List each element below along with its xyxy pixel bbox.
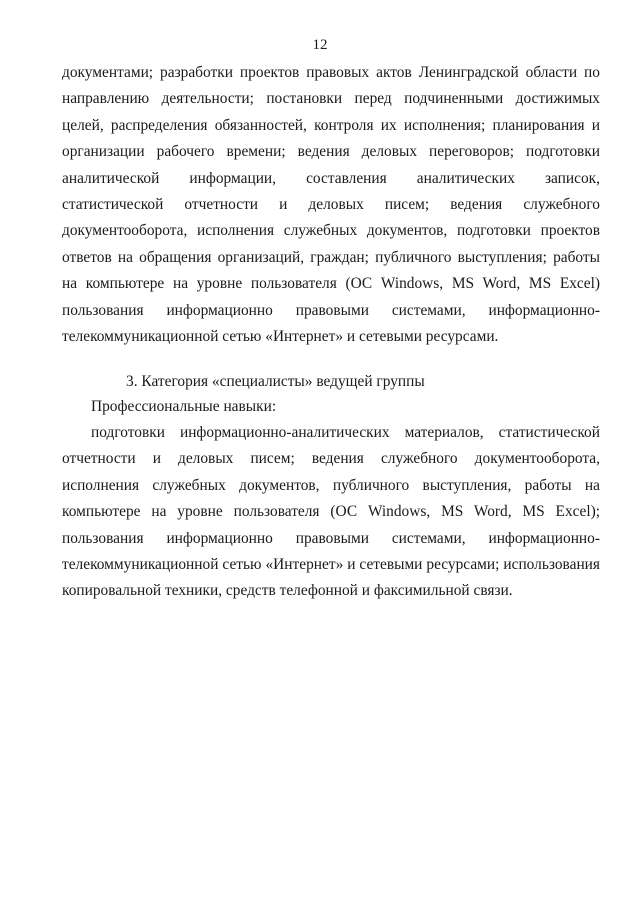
- professional-skills-subheading: Профессиональные навыки:: [91, 398, 277, 415]
- page-number: 12: [312, 37, 328, 53]
- paragraph-specialists-skills: подготовки информационно-аналитических материалов, статистической отчетности и деловых писем; ведения служебного документооборота, исполнения служебных документов, публичного выступления, работы на компьютере на уровне пользователя (ОС Windows, MS Word, MS Excel); пользования информационно правовыми системами, информационно-телекоммуникационной сетью «Интернет» и сетевыми ресурсами; использования копировальной техники, средств телефонной и факсимильной связи.: [62, 424, 600, 600]
- paragraph-skills-continued: документами; разработки проектов правовых актов Ленинградской области по направлению деятельности; постановки перед подчиненными достижимых целей, распределения обязанностей, контроля их исполнения; планирования и организации рабочего времени; ведения деловых переговоров; подготовки аналитической информации, составления аналитических записок, статистической отчетности и деловых писем; ведения служебного документооборота, исполнения служебных документов, подготовки проектов ответов на обращения организаций, граждан; публичного выступления; работы на компьютере на уровне пользователя (ОС Windows, MS Word, MS Excel) пользования информационно правовыми системами, информационно-телекоммуникационной сетью «Интернет» и сетевыми ресурсами.: [62, 64, 600, 346]
- section-heading: 3. Категория «специалисты» ведущей группы: [126, 373, 425, 390]
